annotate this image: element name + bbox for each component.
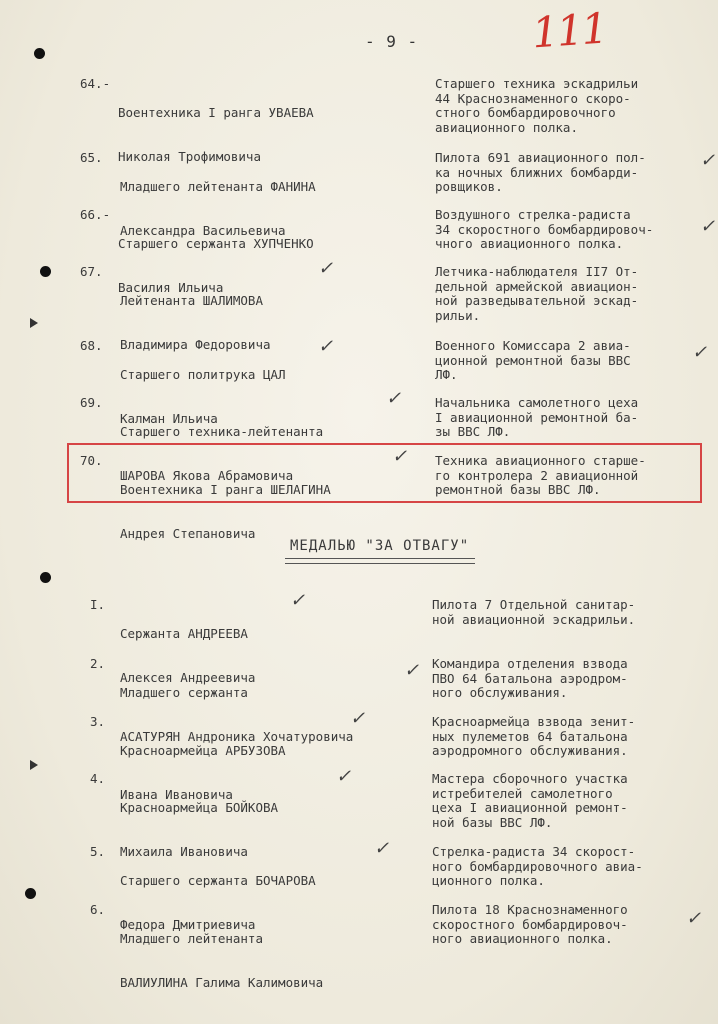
post-line: дельной армейской авиацион- <box>435 278 639 294</box>
checkmark-icon: ✓ <box>350 708 366 729</box>
entry-number: 67. <box>80 264 103 279</box>
checkmark-icon: ✓ <box>318 258 334 279</box>
name-line: Воентехника I ранга УВАЕВА <box>118 105 314 120</box>
entry-post <box>432 657 697 701</box>
post-line: Стрелка-радиста 34 скорост- <box>432 844 636 859</box>
post-line: цеха I авиационной ремонт- <box>432 800 628 815</box>
checkmark-icon: ✓ <box>392 446 408 467</box>
name-line: Красноармейца БОЙКОВА <box>120 800 279 815</box>
entry-name <box>120 903 323 1019</box>
entry-post <box>432 772 697 830</box>
entry-number: 3. <box>90 714 106 729</box>
name-line: Василия Ильича <box>118 279 224 295</box>
name-line: АСАТУРЯН Андроника Хочатуровича <box>120 728 354 744</box>
name-line: Калман Ильича <box>120 410 218 426</box>
checkmark-icon: ✓ <box>700 150 716 171</box>
entry-post <box>435 208 700 252</box>
post-line: зы ВВС ЛФ. <box>435 424 511 439</box>
post-line: Техника авиационного старше- <box>435 453 646 468</box>
name-line: Николая Трофимовича <box>118 148 261 164</box>
post-line: Пилота 18 Краснознаменного <box>432 902 628 917</box>
entry-post <box>432 715 697 759</box>
post-line: ной базы ВВС ЛФ. <box>432 814 553 830</box>
checkmark-icon: ✓ <box>290 590 306 611</box>
page-number: - 9 - <box>365 32 419 51</box>
entry-post <box>435 454 700 498</box>
name-line: Красноармейца АРБУЗОВА <box>120 743 286 758</box>
entry-number: 4. <box>90 771 106 786</box>
name-line: Младшего сержанта <box>120 685 248 700</box>
section-underline <box>285 558 475 564</box>
entry-post <box>435 265 700 323</box>
post-line: ного бомбардировочного авиа- <box>432 858 643 874</box>
post-line: скоростного бомбардировоч- <box>432 916 628 932</box>
name-line: Старшего сержанта ХУПЧЕНКО <box>118 236 314 251</box>
entry-number: 5. <box>90 844 106 859</box>
margin-mark <box>30 318 38 328</box>
entry-post <box>432 903 697 947</box>
post-line: Старшего техника эскадрильи <box>435 76 639 91</box>
post-line: ка ночных ближних бомбарди- <box>435 164 639 180</box>
post-line: 44 Краснознаменного скоро- <box>435 90 631 106</box>
section-title: МЕДАЛЬЮ "ЗА ОТВАГУ" <box>290 538 470 554</box>
post-line: ного авиационного полка. <box>432 931 613 946</box>
name-line: Старшего техника-лейтенанта <box>120 424 324 439</box>
post-line: 34 скоростного бомбардировоч- <box>435 221 654 237</box>
post-line: авиационного полка. <box>435 119 578 135</box>
punch-hole <box>40 266 51 277</box>
post-line: аэродромного обслуживания. <box>432 743 628 758</box>
post-line: рильи. <box>435 307 481 323</box>
name-line: Ивана Ивановича <box>120 786 233 802</box>
archive-number: 111 <box>530 3 608 58</box>
entry-number: 66.- <box>80 207 111 222</box>
checkmark-icon: ✓ <box>686 908 702 929</box>
post-line: ремонтной базы ВВС ЛФ. <box>435 482 601 497</box>
entry-post <box>435 396 700 440</box>
checkmark-icon: ✓ <box>404 660 420 681</box>
post-line: ционной ремонтной базы ВВС <box>435 352 631 368</box>
post-line: Красноармейца взвода зенит- <box>432 714 636 729</box>
margin-mark <box>30 760 38 770</box>
name-line: Младшего лейтенанта <box>120 931 263 946</box>
name-line: Воентехника I ранга ШЕЛАГИНА <box>120 482 331 497</box>
entry-post <box>435 339 700 383</box>
entry-number: 68. <box>80 338 103 353</box>
name-line: ШАРОВА Якова Абрамовича <box>120 467 294 483</box>
post-line: Начальника самолетного цеха <box>435 395 639 410</box>
post-line: ной авиационной эскадрильи. <box>432 611 636 627</box>
post-line: истребителей самолетного <box>432 785 613 801</box>
punch-hole <box>34 48 45 59</box>
checkmark-icon: ✓ <box>386 388 402 409</box>
checkmark-icon: ✓ <box>336 766 352 787</box>
post-line: стного бомбардировочного <box>435 105 616 120</box>
post-line: чного авиационного полка. <box>435 236 624 251</box>
entry-post <box>432 598 697 627</box>
post-line: ционного полка. <box>432 873 545 888</box>
name-line: Алексея Андреевича <box>120 669 256 685</box>
post-line: Воздушного стрелка-радиста <box>435 207 631 222</box>
post-line: ного обслуживания. <box>432 685 568 700</box>
name-line: Михаила Ивановича <box>120 843 248 859</box>
post-line: ровщиков. <box>435 179 503 194</box>
post-line: Мастера сборочного участка <box>432 771 628 786</box>
name-line: Сержанта АНДРЕЕВА <box>120 626 248 641</box>
checkmark-icon: ✓ <box>700 216 716 237</box>
post-line: Военного Комиссара 2 авиа- <box>435 338 631 353</box>
post-line: Командира отделения взвода <box>432 656 628 671</box>
entry-post <box>435 151 700 195</box>
punch-hole <box>25 888 36 899</box>
entry-number: 65. <box>80 150 103 165</box>
checkmark-icon: ✓ <box>374 838 390 859</box>
post-line: Летчика-наблюдателя II7 От- <box>435 264 639 279</box>
name-line: ВАЛИУЛИНА Галима Калимовича <box>120 974 324 990</box>
entry-post <box>432 845 697 889</box>
entry-number: 69. <box>80 395 103 410</box>
entry-number: 64.- <box>80 76 111 91</box>
checkmark-icon: ✓ <box>692 342 708 363</box>
name-line: Андрея Степановича <box>120 525 256 541</box>
name-line: Младшего лейтенанта ФАНИНА <box>120 179 316 194</box>
entry-number: 6. <box>90 902 106 917</box>
checkmark-icon: ✓ <box>318 336 334 357</box>
punch-hole <box>40 572 51 583</box>
post-line: го контролера 2 авиационной <box>435 467 639 483</box>
name-line: Федора Дмитриевича <box>120 916 256 932</box>
name-line: Лейтенанта ШАЛИМОВА <box>120 293 263 308</box>
name-line: Старшего сержанта БОЧАРОВА <box>120 873 316 888</box>
post-line: I авиационной ремонтной ба- <box>435 409 639 425</box>
name-line: Владимира Федоровича <box>120 336 271 352</box>
entry-number: 2. <box>90 656 106 671</box>
entry-number: 70. <box>80 453 103 468</box>
post-line: ных пулеметов 64 батальона <box>432 728 628 744</box>
post-line: ной разведывательной эскад- <box>435 293 639 308</box>
name-line: Старшего политрука ЦАЛ <box>120 367 286 382</box>
entry-post <box>435 77 700 135</box>
post-line: ЛФ. <box>435 367 458 382</box>
name-line: Александра Васильевича <box>120 222 286 238</box>
post-line: Пилота 691 авиационного пол- <box>435 150 646 165</box>
post-line: ПВО 64 батальона аэродром- <box>432 670 628 686</box>
entry-number: I. <box>90 597 106 612</box>
post-line: Пилота 7 Отдельной санитар- <box>432 597 636 612</box>
